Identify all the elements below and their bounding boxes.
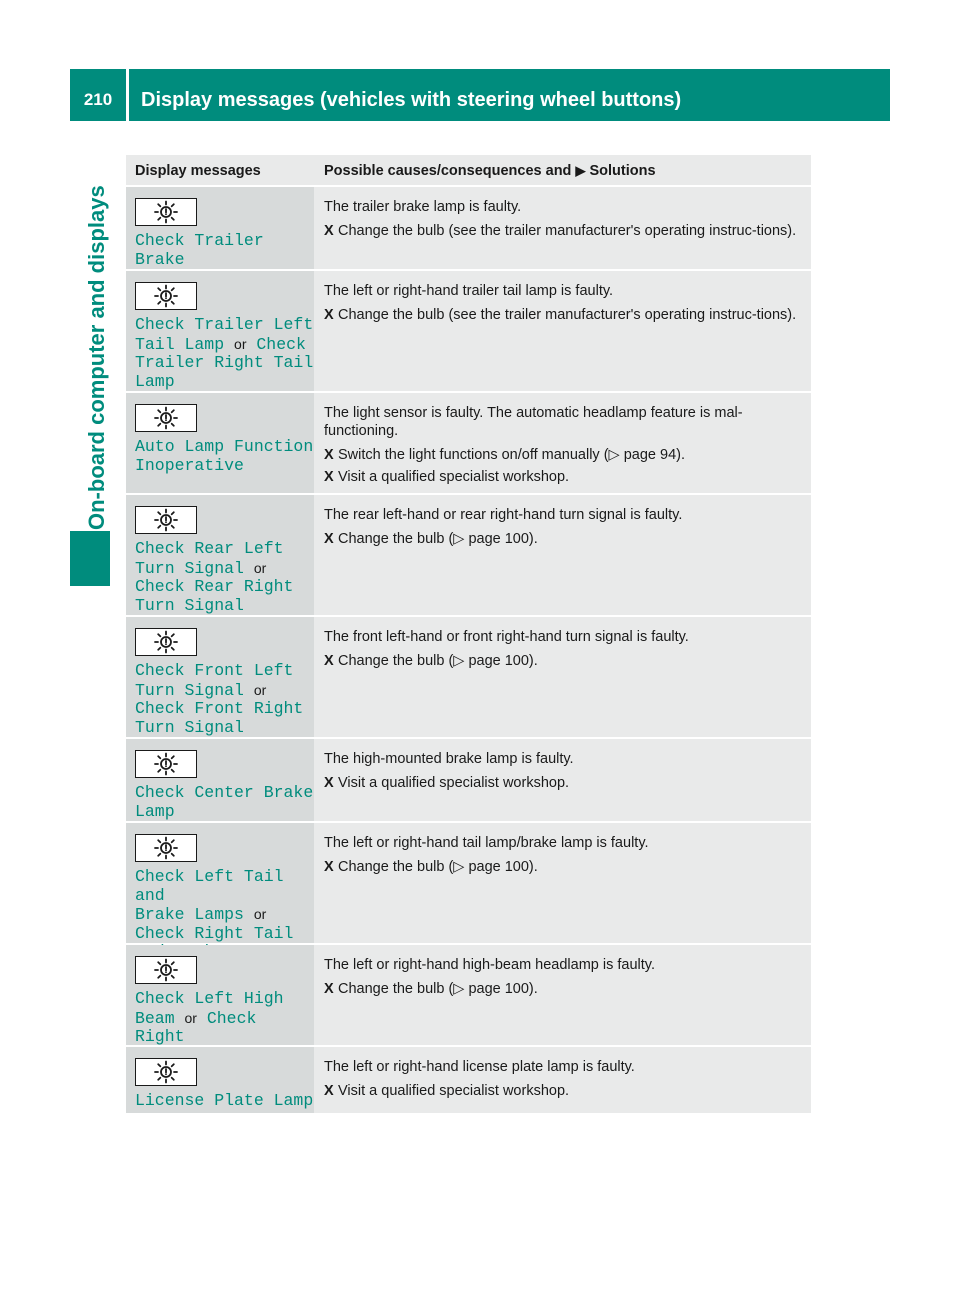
display-message-cell: [126, 823, 314, 943]
display-message-alt-text: Check Front Right Turn Signal: [135, 699, 304, 737]
or-separator: or: [234, 335, 247, 352]
step-marker-icon: X: [324, 653, 334, 669]
display-message-cell: [126, 187, 314, 269]
cause-description: The high-mounted brake lamp is faulty.: [324, 751, 574, 767]
causes-solutions-cell: [314, 739, 811, 821]
bulb-warning-icon: [135, 834, 197, 862]
step-marker-icon: X: [324, 307, 334, 323]
solution-step-text: Change the bulb (▷ page 100).: [338, 653, 538, 669]
page-title: Display messages (vehicles with steering wheel buttons): [141, 89, 682, 111]
table-row: [126, 615, 811, 737]
cause-description: The left or right-hand license plate lamp is faulty.: [324, 1059, 635, 1075]
display-message-text: Check Rear Left Turn Signal: [135, 539, 284, 578]
column-header-causes-solutions: [314, 155, 811, 185]
cause-description: The light sensor is faulty. The automatic headlamp feature is mal-functioning.: [324, 405, 743, 439]
cause-description: The left or right-hand tail lamp/brake lamp is faulty.: [324, 835, 649, 851]
solution-step: [324, 468, 803, 486]
solution-step: [324, 1082, 803, 1100]
solution-step: [324, 980, 803, 998]
solution-step: [324, 306, 803, 324]
display-message-cell: [126, 739, 314, 821]
table-header: [126, 155, 811, 185]
display-message-cell: [126, 495, 314, 615]
display-message-text: Check Trailer Brake: [135, 231, 264, 269]
bulb-warning-icon: [135, 1058, 197, 1086]
solution-arrow-icon: ▶: [575, 163, 586, 178]
step-marker-icon: X: [324, 223, 334, 239]
page-number: 210: [83, 90, 113, 109]
solution-step-text: Change the bulb (▷ page 100).: [338, 859, 538, 875]
or-separator: or: [253, 681, 267, 698]
causes-solutions-cell: [314, 1047, 811, 1113]
causes-solutions-cell: [314, 187, 811, 269]
table-row: [126, 185, 811, 269]
column-header-display-messages: Display messages: [135, 163, 261, 179]
solution-step-text: Change the bulb (see the trailer manufacturer's operating instruc-tions).: [338, 307, 797, 323]
solution-step-text: Visit a qualified specialist workshop.: [338, 469, 570, 485]
display-message-text: Check Left High Beam: [135, 989, 284, 1028]
step-marker-icon: X: [324, 775, 334, 791]
column-header-causes-text: Possible causes/consequences and: [324, 163, 572, 179]
display-message-text: Check Left Tail and Brake Lamps: [135, 867, 284, 925]
display-message: [135, 540, 314, 615]
cause-description: The rear left-hand or rear right-hand turn signal is faulty.: [324, 507, 683, 523]
cause-description: The trailer brake lamp is faulty.: [324, 199, 522, 215]
causes-solutions-cell: [314, 271, 811, 391]
side-tab-marker: [70, 531, 110, 586]
display-message-text: Auto Lamp Function Inoperative: [135, 437, 314, 475]
table-row: [126, 737, 811, 821]
causes-solutions-cell: [314, 617, 811, 737]
causes-solutions-cell: [314, 823, 811, 943]
bulb-warning-icon: [135, 404, 197, 432]
solution-step: [324, 774, 803, 792]
step-marker-icon: X: [324, 859, 334, 875]
bulb-warning-icon: [135, 198, 197, 226]
causes-solutions-cell: [314, 393, 811, 493]
display-message-text: License Plate Lamp: [135, 1091, 314, 1110]
or-separator: or: [253, 906, 267, 923]
bulb-warning-icon: [135, 282, 197, 310]
step-marker-icon: X: [324, 531, 334, 547]
or-separator: or: [184, 1009, 197, 1026]
cause-description: The front left-hand or front right-hand turn signal is faulty.: [324, 629, 689, 645]
solution-step: [324, 446, 803, 464]
solution-step: [324, 652, 803, 670]
display-message-cell: [126, 393, 314, 493]
table-row: [126, 269, 811, 391]
display-message: [135, 662, 314, 737]
display-message-text: Check Front Left Turn Signal: [135, 661, 294, 700]
display-messages-table: [126, 155, 811, 1113]
display-message-text: Check Center Brake Lamp: [135, 783, 314, 821]
page-header: [70, 69, 890, 121]
bulb-warning-icon: [135, 506, 197, 534]
side-section-label: On-board computer and displays: [84, 185, 109, 530]
table-row: [126, 391, 811, 493]
causes-solutions-cell: [314, 945, 811, 1045]
table-row: [126, 1045, 811, 1113]
header-divider: [126, 69, 129, 121]
causes-solutions-cell: [314, 495, 811, 615]
solution-step-text: Change the bulb (see the trailer manufacturer's operating instruc-tions).: [338, 223, 797, 239]
bulb-warning-icon: [135, 750, 197, 778]
cause-description: The left or right-hand trailer tail lamp is faulty.: [324, 283, 614, 299]
display-message: [135, 438, 314, 475]
solution-step-text: Switch the light functions on/off manually (▷ page 94).: [338, 447, 685, 463]
bulb-warning-icon: [135, 628, 197, 656]
solution-step: [324, 222, 803, 240]
display-message: [135, 316, 314, 391]
table-row: [126, 943, 811, 1045]
display-message-alt-text: Check Trailer Right Tail Lamp: [135, 334, 314, 391]
display-message-alt-text: Check Right: [135, 1008, 257, 1047]
step-marker-icon: X: [324, 981, 334, 997]
solution-step: [324, 858, 803, 876]
display-message: [135, 784, 314, 821]
display-message-text: Check Trailer Left Tail Lamp: [135, 315, 314, 354]
solution-step-text: Visit a qualified specialist workshop.: [338, 775, 570, 791]
step-marker-icon: X: [324, 469, 334, 485]
display-message-cell: [126, 945, 314, 1045]
display-message-cell: [126, 271, 314, 391]
solution-step-text: Change the bulb (▷ page 100).: [338, 981, 538, 997]
step-marker-icon: X: [324, 447, 334, 463]
cause-description: The left or right-hand high-beam headlamp is faulty.: [324, 957, 655, 973]
display-message-alt-text: Check Right Tail: [135, 923, 294, 943]
display-message: [135, 1092, 314, 1111]
display-message-cell: [126, 617, 314, 737]
solution-step: [324, 530, 803, 548]
display-message-cell: [126, 1047, 314, 1113]
step-marker-icon: X: [324, 1083, 334, 1099]
table-row: [126, 493, 811, 615]
table-row: [126, 821, 811, 943]
bulb-warning-icon: [135, 956, 197, 984]
solution-step-text: Change the bulb (▷ page 100).: [338, 531, 538, 547]
or-separator: or: [253, 559, 267, 576]
column-header-solutions-text: Solutions: [589, 163, 656, 179]
table-body: [126, 185, 811, 1113]
display-message-alt-text: Check Rear Right Turn Signal: [135, 577, 294, 615]
solution-step-text: Visit a qualified specialist workshop.: [338, 1083, 570, 1099]
